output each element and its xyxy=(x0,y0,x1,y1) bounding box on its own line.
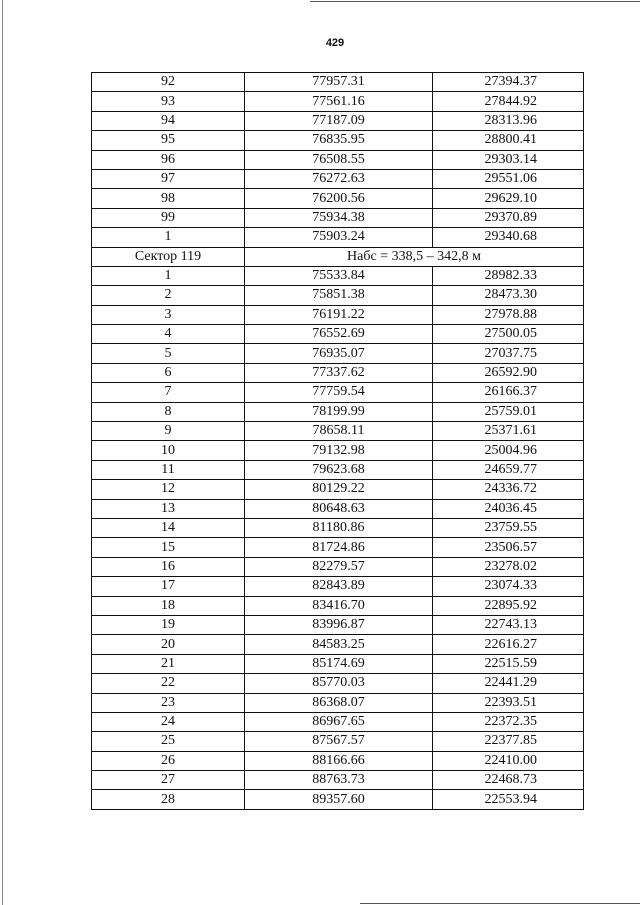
table-row xyxy=(92,712,584,731)
x-coordinate-cell: 87567.57 xyxy=(245,732,433,751)
point-number-cell: 1 xyxy=(92,266,245,285)
x-coordinate-cell: 82843.89 xyxy=(245,577,433,596)
point-number-cell: 1 xyxy=(92,228,245,247)
table-row xyxy=(92,228,584,247)
y-coordinate-cell: 25371.61 xyxy=(433,422,584,441)
sector-height: Набс = 338,5 – 342,8 м xyxy=(245,247,584,266)
x-coordinate-cell: 76272.63 xyxy=(245,169,433,188)
y-coordinate-cell: 22616.27 xyxy=(433,635,584,654)
y-coordinate-cell: 29629.10 xyxy=(433,189,584,208)
x-coordinate-cell: 75533.84 xyxy=(245,266,433,285)
x-coordinate-cell: 78199.99 xyxy=(245,402,433,421)
x-coordinate-cell: 79623.68 xyxy=(245,460,433,479)
x-coordinate-cell: 76200.56 xyxy=(245,189,433,208)
x-coordinate-cell: 77187.09 xyxy=(245,111,433,130)
table-body-before xyxy=(92,73,584,248)
point-number-cell: 4 xyxy=(92,325,245,344)
x-coordinate-cell: 76552.69 xyxy=(245,325,433,344)
x-coordinate-cell: 82279.57 xyxy=(245,557,433,576)
point-number-cell: 23 xyxy=(92,693,245,712)
y-coordinate-cell: 28982.33 xyxy=(433,266,584,285)
y-coordinate-cell: 23759.55 xyxy=(433,518,584,537)
x-coordinate-cell: 76935.07 xyxy=(245,344,433,363)
y-coordinate-cell: 23074.33 xyxy=(433,577,584,596)
y-coordinate-cell: 27037.75 xyxy=(433,344,584,363)
table-row xyxy=(92,480,584,499)
table-row xyxy=(92,131,584,150)
point-number-cell: 95 xyxy=(92,131,245,150)
y-coordinate-cell: 22553.94 xyxy=(433,790,584,809)
point-number-cell: 3 xyxy=(92,305,245,324)
y-coordinate-cell: 28473.30 xyxy=(433,286,584,305)
y-coordinate-cell: 24659.77 xyxy=(433,460,584,479)
table-row xyxy=(92,208,584,227)
point-number-cell: 97 xyxy=(92,169,245,188)
point-number-cell: 16 xyxy=(92,557,245,576)
table-row xyxy=(92,557,584,576)
y-coordinate-cell: 22468.73 xyxy=(433,771,584,790)
coordinates-table xyxy=(91,72,584,810)
table-row xyxy=(92,344,584,363)
point-number-cell: 6 xyxy=(92,363,245,382)
sector-label: Сектор 119 xyxy=(92,247,245,266)
table-row xyxy=(92,111,584,130)
point-number-cell: 12 xyxy=(92,480,245,499)
y-coordinate-cell: 29303.14 xyxy=(433,150,584,169)
y-coordinate-cell: 22377.85 xyxy=(433,732,584,751)
x-coordinate-cell: 85174.69 xyxy=(245,654,433,673)
point-number-cell: 28 xyxy=(92,790,245,809)
table-row xyxy=(92,286,584,305)
point-number-cell: 22 xyxy=(92,674,245,693)
table-row xyxy=(92,441,584,460)
scan-edge-bottom xyxy=(360,903,640,904)
y-coordinate-cell: 26592.90 xyxy=(433,363,584,382)
x-coordinate-cell: 75934.38 xyxy=(245,208,433,227)
table-row xyxy=(92,169,584,188)
y-coordinate-cell: 22410.00 xyxy=(433,751,584,770)
point-number-cell: 7 xyxy=(92,383,245,402)
point-number-cell: 93 xyxy=(92,92,245,111)
point-number-cell: 8 xyxy=(92,402,245,421)
table-row xyxy=(92,674,584,693)
y-coordinate-cell: 26166.37 xyxy=(433,383,584,402)
table-row xyxy=(92,460,584,479)
x-coordinate-cell: 83416.70 xyxy=(245,596,433,615)
table-row xyxy=(92,596,584,615)
table-row xyxy=(92,73,584,92)
x-coordinate-cell: 77957.31 xyxy=(245,73,433,92)
y-coordinate-cell: 27978.88 xyxy=(433,305,584,324)
y-coordinate-cell: 29340.68 xyxy=(433,228,584,247)
point-number-cell: 13 xyxy=(92,499,245,518)
y-coordinate-cell: 23278.02 xyxy=(433,557,584,576)
sector-header xyxy=(92,247,584,266)
table-row xyxy=(92,732,584,751)
point-number-cell: 11 xyxy=(92,460,245,479)
point-number-cell: 19 xyxy=(92,615,245,634)
table-row xyxy=(92,615,584,634)
x-coordinate-cell: 83996.87 xyxy=(245,615,433,634)
point-number-cell: 96 xyxy=(92,150,245,169)
x-coordinate-cell: 88763.73 xyxy=(245,771,433,790)
table-row xyxy=(92,305,584,324)
point-number-cell: 20 xyxy=(92,635,245,654)
y-coordinate-cell: 29370.89 xyxy=(433,208,584,227)
x-coordinate-cell: 89357.60 xyxy=(245,790,433,809)
y-coordinate-cell: 22743.13 xyxy=(433,615,584,634)
table-row xyxy=(92,150,584,169)
x-coordinate-cell: 86368.07 xyxy=(245,693,433,712)
scan-edge-left xyxy=(2,0,3,905)
point-number-cell: 99 xyxy=(92,208,245,227)
x-coordinate-cell: 86967.65 xyxy=(245,712,433,731)
table-body-after xyxy=(92,266,584,809)
y-coordinate-cell: 24036.45 xyxy=(433,499,584,518)
x-coordinate-cell: 76508.55 xyxy=(245,150,433,169)
table-row xyxy=(92,189,584,208)
page-number: 429 xyxy=(325,37,345,49)
x-coordinate-cell: 80129.22 xyxy=(245,480,433,499)
x-coordinate-cell: 79132.98 xyxy=(245,441,433,460)
sector-row xyxy=(92,247,584,266)
x-coordinate-cell: 77759.54 xyxy=(245,383,433,402)
point-number-cell: 2 xyxy=(92,286,245,305)
point-number-cell: 24 xyxy=(92,712,245,731)
x-coordinate-cell: 81180.86 xyxy=(245,518,433,537)
point-number-cell: 15 xyxy=(92,538,245,557)
y-coordinate-cell: 23506.57 xyxy=(433,538,584,557)
x-coordinate-cell: 76835.95 xyxy=(245,131,433,150)
y-coordinate-cell: 22372.35 xyxy=(433,712,584,731)
x-coordinate-cell: 85770.03 xyxy=(245,674,433,693)
point-number-cell: 25 xyxy=(92,732,245,751)
table-row xyxy=(92,518,584,537)
y-coordinate-cell: 24336.72 xyxy=(433,480,584,499)
y-coordinate-cell: 29551.06 xyxy=(433,169,584,188)
table-row xyxy=(92,92,584,111)
table-row xyxy=(92,790,584,809)
table-row xyxy=(92,383,584,402)
y-coordinate-cell: 22441.29 xyxy=(433,674,584,693)
table-row xyxy=(92,577,584,596)
point-number-cell: 18 xyxy=(92,596,245,615)
y-coordinate-cell: 25004.96 xyxy=(433,441,584,460)
point-number-cell: 98 xyxy=(92,189,245,208)
x-coordinate-cell: 76191.22 xyxy=(245,305,433,324)
y-coordinate-cell: 22895.92 xyxy=(433,596,584,615)
y-coordinate-cell: 22393.51 xyxy=(433,693,584,712)
table-row xyxy=(92,771,584,790)
table-row xyxy=(92,538,584,557)
table-row xyxy=(92,693,584,712)
y-coordinate-cell: 25759.01 xyxy=(433,402,584,421)
x-coordinate-cell: 81724.86 xyxy=(245,538,433,557)
table-row xyxy=(92,402,584,421)
table-row xyxy=(92,363,584,382)
table-row xyxy=(92,635,584,654)
table-row xyxy=(92,751,584,770)
y-coordinate-cell: 28313.96 xyxy=(433,111,584,130)
point-number-cell: 5 xyxy=(92,344,245,363)
point-number-cell: 27 xyxy=(92,771,245,790)
y-coordinate-cell: 27394.37 xyxy=(433,73,584,92)
point-number-cell: 94 xyxy=(92,111,245,130)
point-number-cell: 14 xyxy=(92,518,245,537)
y-coordinate-cell: 28800.41 xyxy=(433,131,584,150)
x-coordinate-cell: 75851.38 xyxy=(245,286,433,305)
point-number-cell: 10 xyxy=(92,441,245,460)
point-number-cell: 21 xyxy=(92,654,245,673)
scan-edge-top xyxy=(310,1,640,2)
x-coordinate-cell: 77337.62 xyxy=(245,363,433,382)
point-number-cell: 26 xyxy=(92,751,245,770)
point-number-cell: 92 xyxy=(92,73,245,92)
point-number-cell: 17 xyxy=(92,577,245,596)
y-coordinate-cell: 22515.59 xyxy=(433,654,584,673)
y-coordinate-cell: 27844.92 xyxy=(433,92,584,111)
point-number-cell: 9 xyxy=(92,422,245,441)
table-row xyxy=(92,422,584,441)
table-row xyxy=(92,325,584,344)
x-coordinate-cell: 75903.24 xyxy=(245,228,433,247)
table-row xyxy=(92,654,584,673)
x-coordinate-cell: 84583.25 xyxy=(245,635,433,654)
x-coordinate-cell: 80648.63 xyxy=(245,499,433,518)
x-coordinate-cell: 77561.16 xyxy=(245,92,433,111)
x-coordinate-cell: 88166.66 xyxy=(245,751,433,770)
x-coordinate-cell: 78658.11 xyxy=(245,422,433,441)
table-row xyxy=(92,499,584,518)
y-coordinate-cell: 27500.05 xyxy=(433,325,584,344)
table-row xyxy=(92,266,584,285)
